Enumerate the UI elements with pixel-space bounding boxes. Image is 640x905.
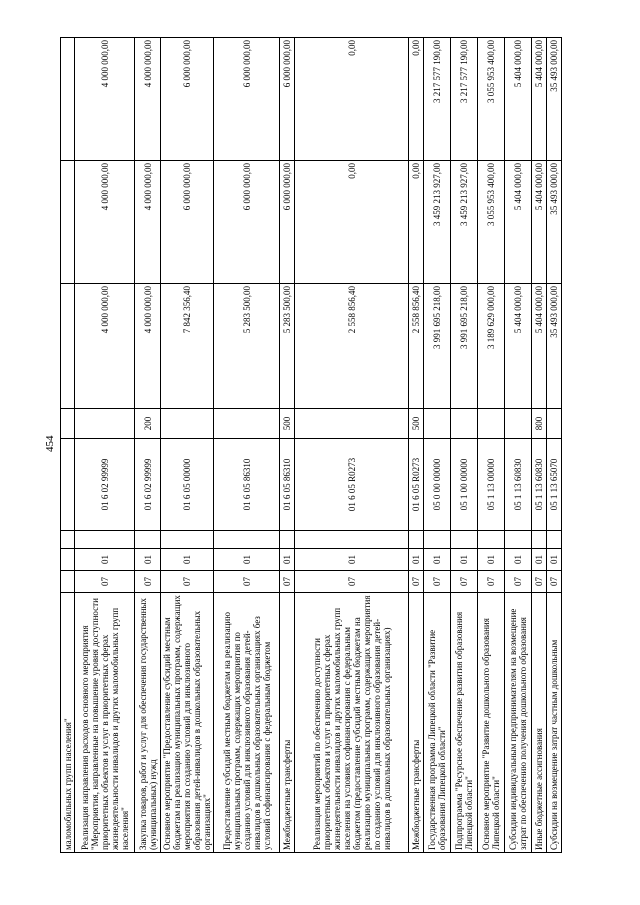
cell-gr: 07 — [478, 571, 505, 593]
cell-pr — [451, 531, 478, 549]
cell-s3: 0,00 — [409, 38, 424, 161]
table-row — [161, 38, 214, 853]
cell-rz: 01 — [451, 549, 478, 571]
cell-csr: 05 1 00 00000 — [451, 439, 478, 531]
cell-s1: 7 842 356,40 — [161, 284, 214, 409]
cell-vr — [214, 409, 280, 439]
table-row — [75, 38, 135, 853]
cell-vr — [478, 409, 505, 439]
table-row — [505, 38, 532, 853]
cell-s2: 0,00 — [409, 161, 424, 284]
cell-s2: 3 055 953 400,00 — [478, 161, 505, 284]
cell-csr: 01 6 05 00000 — [161, 439, 214, 531]
cell-vr — [505, 409, 532, 439]
cell-rz: 01 — [478, 549, 505, 571]
cell-name: Основное мероприятие "Развитие дошкольного образования Липецкой области" — [478, 593, 505, 853]
cell-name: Реализация мероприятий по обеспечению доступности приоритетных объектов и услуг в приоритетных сферах жизнедеятельности инвалидов и других маломобильных групп населения на условиях софинансирования с федеральным бюджетом (предоставление субсидий местным бюджетам на реализацию муниципальных программ, содержащих мероприятия по созданию условий для инклюзивного образования детей-инвалидов в дошкольных образовательных организациях) — [295, 593, 409, 853]
cell-pr — [214, 531, 280, 549]
cell-s2: 5 404 000,00 — [532, 161, 547, 284]
cell-rz: 01 — [424, 549, 451, 571]
cell-gr: 07 — [295, 571, 409, 593]
table-row — [532, 38, 547, 853]
cell-s1: 5 283 500,00 — [280, 284, 295, 409]
cell-gr: 07 — [135, 571, 161, 593]
table-row — [424, 38, 451, 853]
cell-csr: 01 6 05 R0273 — [295, 439, 409, 531]
cell-pr — [161, 531, 214, 549]
cell-rz: 01 — [280, 549, 295, 571]
cell-csr: 05 1 13 60830 — [532, 439, 547, 531]
cell-s1: 3 991 695 218,00 — [424, 284, 451, 409]
cell-s2 — [61, 161, 75, 284]
table-row — [295, 38, 409, 853]
cell-pr — [505, 531, 532, 549]
cell-s2: 6 000 000,00 — [161, 161, 214, 284]
cell-name: Межбюджетные трансферты — [409, 593, 424, 853]
cell-csr: 05 0 00 00000 — [424, 439, 451, 531]
cell-s3: 6 000 000,00 — [161, 38, 214, 161]
cell-gr: 07 — [409, 571, 424, 593]
cell-s3: 6 000 000,00 — [214, 38, 280, 161]
cell-s1: 2 558 856,40 — [409, 284, 424, 409]
cell-s2: 4 000 000,00 — [135, 161, 161, 284]
cell-name: Субсидии на возмещение затрат частным дошкольным — [547, 593, 562, 853]
cell-s1 — [61, 284, 75, 409]
cell-gr: 07 — [547, 571, 562, 593]
rotated-page — [60, 38, 615, 853]
cell-gr — [61, 571, 75, 593]
cell-csr — [61, 439, 75, 531]
cell-s2: 6 000 000,00 — [280, 161, 295, 284]
cell-name: Реализация направления расходов основного мероприятия "Мероприятия, направленные на повышение уровня доступности приоритетных объектов и услуг в приоритетных сферах жизнедеятельности инвалидов и других маломобильных групп населения" — [75, 593, 135, 853]
cell-rz: 01 — [505, 549, 532, 571]
cell-s3: 5 404 000,00 — [532, 38, 547, 161]
cell-pr — [280, 531, 295, 549]
budget-table — [60, 37, 562, 853]
cell-csr: 01 6 02 99999 — [135, 439, 161, 531]
cell-csr: 01 6 05 86310 — [280, 439, 295, 531]
cell-s3 — [61, 38, 75, 161]
cell-rz: 01 — [295, 549, 409, 571]
cell-gr: 07 — [75, 571, 135, 593]
cell-vr — [61, 409, 75, 439]
cell-gr: 07 — [424, 571, 451, 593]
page-number: 454 — [44, 435, 56, 452]
cell-gr: 07 — [214, 571, 280, 593]
cell-s2: 4 000 000,00 — [75, 161, 135, 284]
table-row — [280, 38, 295, 853]
cell-rz: 01 — [161, 549, 214, 571]
table-row — [409, 38, 424, 853]
cell-name: Государственная программа Липецкой области "Развитие образования Липецкой области" — [424, 593, 451, 853]
cell-vr — [295, 409, 409, 439]
cell-name: Предоставление субсидий местным бюджетам на реализацию муниципальных программ, содержащих мероприятия по созданию условий для инклюзивного образования детей-инвалидов в дошкольных образовательных организациях без условий софинансирования с федеральным бюджетом — [214, 593, 280, 853]
cell-s2: 3 459 213 927,00 — [451, 161, 478, 284]
table-row — [61, 38, 75, 853]
cell-s2: 5 404 000,00 — [505, 161, 532, 284]
cell-s1: 3 189 629 000,00 — [478, 284, 505, 409]
cell-vr: 500 — [409, 409, 424, 439]
cell-s1: 3 991 695 218,00 — [451, 284, 478, 409]
cell-csr: 01 6 02 99999 — [75, 439, 135, 531]
cell-vr: 200 — [135, 409, 161, 439]
cell-rz: 01 — [214, 549, 280, 571]
cell-pr — [478, 531, 505, 549]
cell-rz: 01 — [532, 549, 547, 571]
cell-csr: 01 6 05 86310 — [214, 439, 280, 531]
cell-s3: 4 000 000,00 — [135, 38, 161, 161]
cell-s1: 5 283 500,00 — [214, 284, 280, 409]
cell-s3: 3 217 577 190,00 — [424, 38, 451, 161]
cell-s3: 6 000 000,00 — [280, 38, 295, 161]
cell-vr — [451, 409, 478, 439]
table-row — [135, 38, 161, 853]
cell-gr: 07 — [280, 571, 295, 593]
cell-name: Иные бюджетные ассигнования — [532, 593, 547, 853]
cell-name: Подпрограмма "Ресурсное обеспечение развития образования Липецкой области" — [451, 593, 478, 853]
cell-rz: 01 — [75, 549, 135, 571]
table-row — [547, 38, 562, 853]
cell-name: Закупка товаров, работ и услуг для обеспечения государственных (муниципальных) нужд — [135, 593, 161, 853]
cell-pr — [61, 531, 75, 549]
cell-s2: 6 000 000,00 — [214, 161, 280, 284]
cell-s1: 35 493 000,00 — [547, 284, 562, 409]
cell-vr — [75, 409, 135, 439]
cell-vr — [547, 409, 562, 439]
table-body — [61, 38, 562, 853]
cell-s2: 0,00 — [295, 161, 409, 284]
cell-s3: 35 493 000,00 — [547, 38, 562, 161]
cell-rz: 01 — [547, 549, 562, 571]
cell-pr — [424, 531, 451, 549]
cell-csr: 05 1 13 00000 — [478, 439, 505, 531]
cell-gr: 07 — [505, 571, 532, 593]
cell-gr: 07 — [451, 571, 478, 593]
cell-csr: 01 6 05 R0273 — [409, 439, 424, 531]
cell-name: маломобильных групп населения" — [61, 593, 75, 853]
cell-s3: 0,00 — [295, 38, 409, 161]
cell-s1: 4 000 000,00 — [75, 284, 135, 409]
cell-s3: 3 217 577 190,00 — [451, 38, 478, 161]
cell-vr: 500 — [280, 409, 295, 439]
cell-s2: 3 459 213 927,00 — [424, 161, 451, 284]
table-row — [451, 38, 478, 853]
cell-s3: 4 000 000,00 — [75, 38, 135, 161]
cell-csr: 05 1 13 65070 — [547, 439, 562, 531]
cell-rz: 01 — [135, 549, 161, 571]
cell-rz: 01 — [409, 549, 424, 571]
cell-vr — [161, 409, 214, 439]
cell-s2: 35 493 000,00 — [547, 161, 562, 284]
cell-s3: 5 404 000,00 — [505, 38, 532, 161]
cell-vr — [424, 409, 451, 439]
cell-csr: 05 1 13 60830 — [505, 439, 532, 531]
cell-pr — [409, 531, 424, 549]
cell-pr — [295, 531, 409, 549]
cell-gr: 07 — [161, 571, 214, 593]
cell-name: Основное мероприятие "Предоставление субсидий местным бюджетам на реализацию муниципальных программ, содержащих мероприятия по созданию условий для инклюзивного образования детей-инвалидов в дошкольных образовательных организациях" — [161, 593, 214, 853]
cell-gr: 07 — [532, 571, 547, 593]
cell-pr — [547, 531, 562, 549]
cell-pr — [532, 531, 547, 549]
cell-s1: 4 000 000,00 — [135, 284, 161, 409]
cell-s1: 5 404 000,00 — [532, 284, 547, 409]
table-row — [478, 38, 505, 853]
cell-vr: 800 — [532, 409, 547, 439]
cell-name: Субсидии индивидуальным предпринимателям на возмещение затрат по обеспечению получения дошкольного образования — [505, 593, 532, 853]
table-row — [214, 38, 280, 853]
cell-rz — [61, 549, 75, 571]
cell-pr — [135, 531, 161, 549]
cell-s3: 3 055 953 400,00 — [478, 38, 505, 161]
cell-s1: 2 558 856,40 — [295, 284, 409, 409]
cell-pr — [75, 531, 135, 549]
cell-s1: 5 404 000,00 — [505, 284, 532, 409]
cell-name: Межбюджетные трансферты — [280, 593, 295, 853]
